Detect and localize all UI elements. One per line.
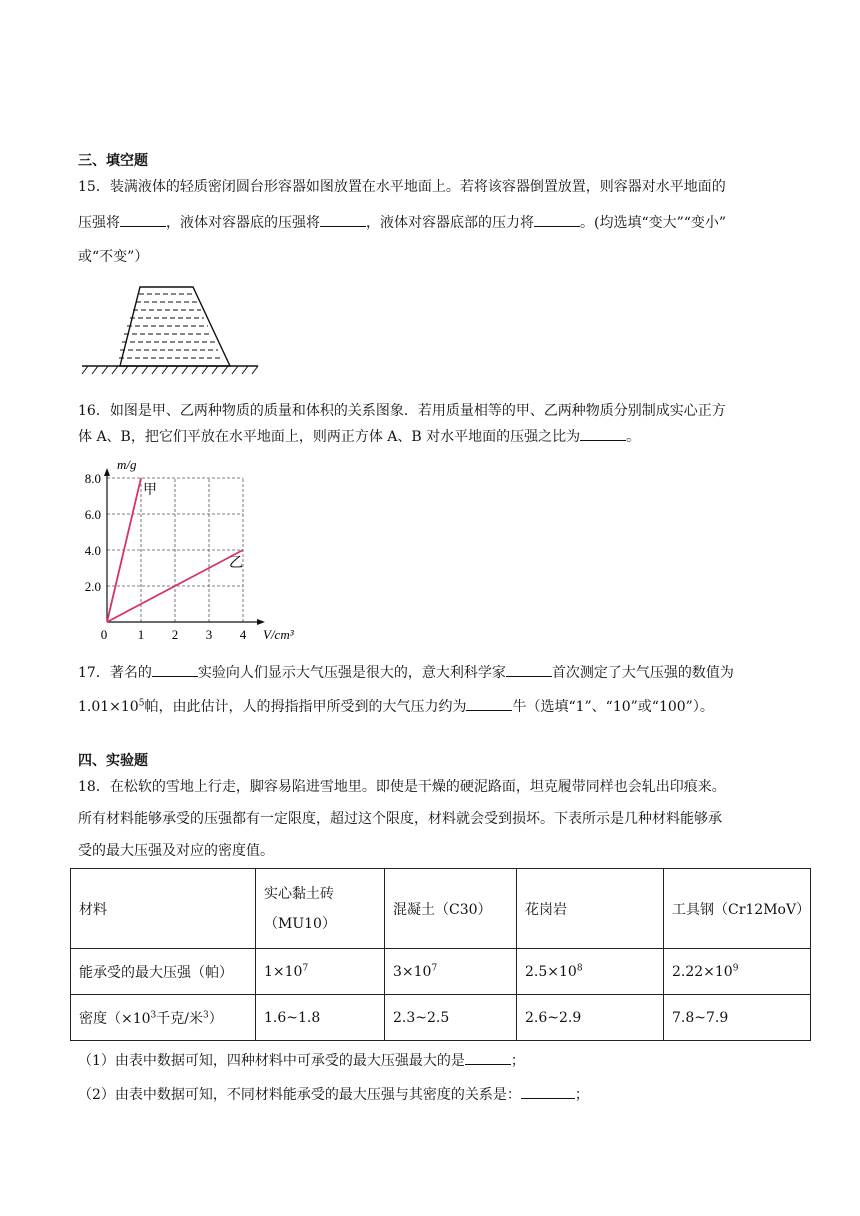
q16-text-a: 体 A、B，把它们平放在水平地面上，则两正方体 A、B 对水平地面的压强之比为 [78,429,581,445]
row-label-max-pressure: 能承受的最大压强（帕） [71,949,256,995]
table-header-row [71,869,811,949]
q18-sub1-end: ； [510,1053,525,1069]
brick-name: 实心黏土砖 [264,885,334,902]
y-tick-label: 4.0 [84,543,101,558]
q15-blank-1[interactable] [120,212,166,227]
q17-text-b2: 帕，由此估计，人的拇指指甲所受到的大气压力约为 [144,699,467,715]
q18-line2: 所有材料能够承受的压强都有一定限度，超过这个限度，材料就会受到损坏。下表所示是几种材料能够承 [78,811,722,827]
table-row-density [71,995,811,1041]
q18-line3: 受的最大压强及对应的密度值。 [78,843,274,859]
brick-grade: （MU10） [264,915,336,932]
table-header-brick [256,869,385,949]
q17-line2 [78,696,714,718]
q18-sub2-end: ； [574,1087,589,1103]
cell-density-granite: 2.6~2.9 [517,995,664,1041]
x-tick-label: 4 [239,627,247,642]
section-heading-experiment: 四、实验题 [78,753,148,769]
cell-density-brick: 1.6~1.8 [256,995,385,1041]
q17-line1 [78,662,734,684]
q18-sub1 [78,1050,525,1072]
y-axis-arrow [104,468,110,476]
table-row-max-pressure [71,949,811,995]
y-tick-label: 6.0 [84,507,101,522]
x-axis-arrow [257,619,265,625]
series-label-yi: 乙 [229,555,243,571]
q15-text-b: ，液体对容器底的压强将 [166,215,320,231]
q17-text-c: 首次测定了大气压强的数值为 [551,665,734,681]
q18-sub2-text: （2）由表中数据可知，不同材料能承受的最大压强与其密度的关系是： [78,1087,521,1103]
q17-text-a: 17．著名的 [78,665,152,681]
q15-text-d: 。(均选填“变大”“变小” [580,215,727,231]
q17-blank-3[interactable] [466,696,512,711]
q15-text-c: ，液体对容器底部的压力将 [366,215,534,231]
q16-line1: 16．如图是甲、乙两种物质的质量和体积的关系图象．若用质量相等的甲、乙两种物质分别制成实心正方 [78,403,726,419]
q18-sub2 [78,1084,589,1106]
y-axis-label: m/g [117,457,137,472]
q15-line2 [78,212,726,234]
series-label-jia: 甲 [143,482,157,498]
x-tick-label: 2 [171,627,179,642]
q15-blank-3[interactable] [534,212,580,227]
cell-pressure-tool-steel: $2.22\times 10^9$ [664,949,811,995]
table-header-material: 材料 [71,869,256,949]
q18-blank-1[interactable] [465,1050,511,1065]
q18-blank-2[interactable] [521,1084,575,1099]
cell-pressure-brick: $1\times 10^7$ [256,949,385,995]
table-header-tool-steel: 工具钢（Cr12MoV） [664,869,811,949]
q16-line2 [78,426,640,448]
cell-pressure-concrete: $3\times 10^7$ [385,949,517,995]
mass-volume-chart [70,456,320,646]
q16-blank[interactable] [580,426,626,441]
q17-text-c2: 牛（选填“1”、“10”或“100”）。 [512,699,714,715]
liquid-level-dashes [119,294,222,358]
q15-blank-2[interactable] [320,212,366,227]
ground-hatching [82,366,258,374]
table-header-granite: 花岗岩 [517,869,664,949]
frustum-container-figure [80,282,260,378]
q15-line1: 15．装满液体的轻质密闭圆台形容器如图放置在水平地面上。若将该容器倒置放置，则容器对水平地面的 [78,179,726,195]
q17-pressure-exponent: 5 [138,698,145,709]
q16-text-b: 。 [626,429,641,445]
x-tick-label: 1 [137,627,145,642]
q17-blank-1[interactable] [152,662,198,677]
q18-sub1-text: （1）由表中数据可知，四种材料中可承受的最大压强最大的是 [78,1053,465,1069]
table-header-concrete: 混凝土（C30） [385,869,517,949]
y-tick-label: 8.0 [84,471,101,486]
cell-density-tool-steel: 7.8~7.9 [664,995,811,1041]
x-axis-label: V/cm³ [263,627,294,642]
cell-pressure-granite: $2.5\times 10^8$ [517,949,664,995]
q17-text-b: 实验向人们显示大气压强是很大的，意大利科学家 [197,665,506,681]
x-tick-label: 3 [205,627,213,642]
q17-pressure-value: 1.01×10 [78,699,139,715]
x-tick-label: 0 [100,627,108,642]
materials-table [70,868,811,1041]
q15-text-a: 压强将 [78,215,120,231]
y-tick-label: 2.0 [84,579,101,594]
q18-line1: 18．在松软的雪地上行走，脚容易陷进雪地里。即使是干燥的硬泥路面，坦克履带同样也会轧出印痕来。 [78,779,726,795]
q17-blank-2[interactable] [506,662,552,677]
q15-line3: 或“不变”） [78,249,149,265]
cell-density-concrete: 2.3~2.5 [385,995,517,1041]
row-label-density: 密度（$\times 10^3$千克/米$^3$） [71,995,256,1041]
section-heading-fill-blank: 三、填空题 [78,153,148,169]
